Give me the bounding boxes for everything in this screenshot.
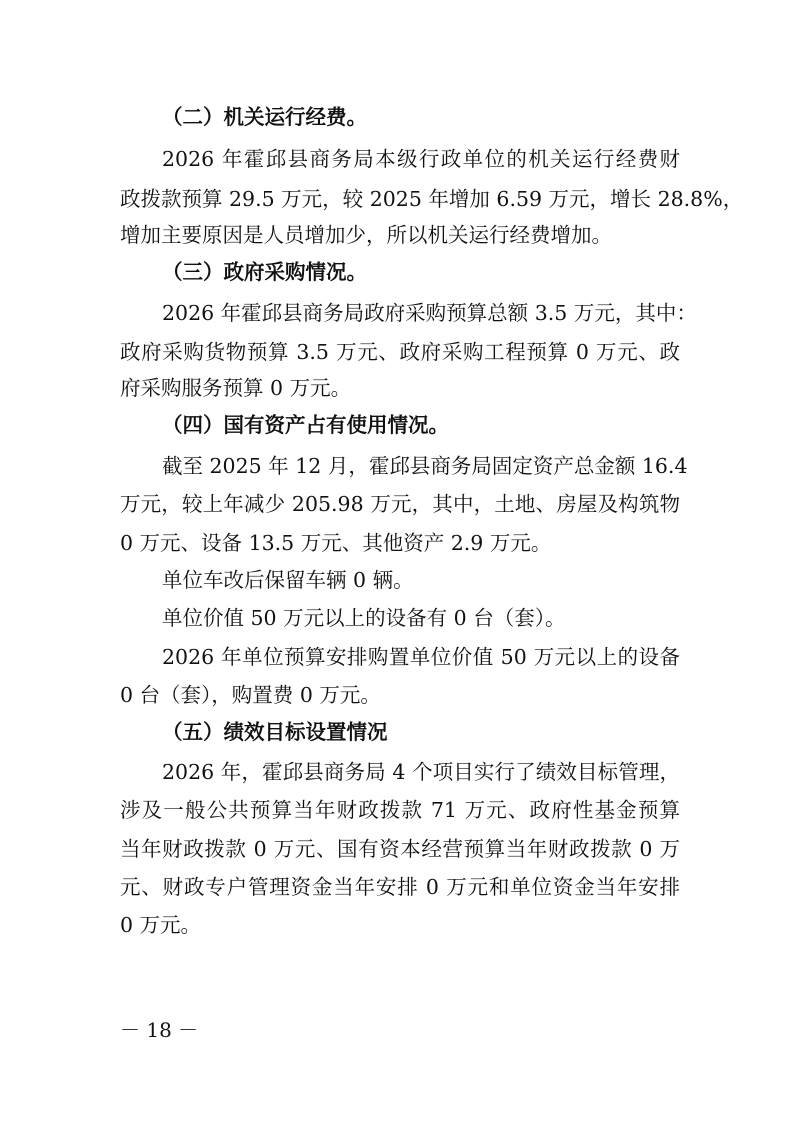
paragraph-line: 政府采购货物预算 3.5 万元、政府采购工程预算 0 万元、政 [120,340,680,364]
section-heading-operating-costs: （二）机关运行经费。 [162,105,367,129]
paragraph-line: 2026 年单位预算安排购置单位价值 50 万元以上的设备 [162,645,680,669]
paragraph-line: 截至 2025 年 12 月，霍邱县商务局固定资产总金额 16.4 [162,454,688,478]
paragraph-line: 0 万元。 [120,913,202,937]
section-heading-procurement: （三）政府采购情况。 [162,260,367,284]
paragraph-line: 万元，较上年减少 205.98 万元，其中，土地、房屋及构筑物 [120,492,680,516]
paragraph-line: 0 万元、设备 13.5 万元、其他资产 2.9 万元。 [120,531,552,555]
section-heading-performance-goals: （五）绩效目标设置情况 [162,720,388,744]
paragraph-line: 府采购服务预算 0 万元。 [120,376,352,400]
paragraph-line: 当年财政拨款 0 万元、国有资本经营预算当年财政拨款 0 万 [120,837,680,861]
page-number: － 18 － [120,1018,199,1042]
section-heading-state-assets: （四）国有资产占有使用情况。 [162,413,449,437]
paragraph-line: 2026 年霍邱县商务局本级行政单位的机关运行经费财 [162,147,680,171]
paragraph-line: 增加主要原因是人员增加少，所以机关运行经费增加。 [120,223,612,247]
paragraph-line: 政拨款预算 29.5 万元，较 2025 年增加 6.59 万元，增长 28.8%， [120,187,744,211]
paragraph-line: 单位价值 50 万元以上的设备有 0 台（套）。 [162,606,566,630]
paragraph-line: 2026 年，霍邱县商务局 4 个项目实行了绩效目标管理， [162,760,680,784]
paragraph-line: 涉及一般公共预算当年财政拨款 71 万元、政府性基金预算 [120,798,680,822]
paragraph-line: 单位车改后保留车辆 0 辆。 [162,568,414,592]
paragraph-line: 0 台（套），购置费 0 万元。 [120,683,381,707]
paragraph-line: 元、财政专户管理资金当年安排 0 万元和单位资金当年安排 [120,875,680,899]
paragraph-line: 2026 年霍邱县商务局政府采购预算总额 3.5 万元，其中： [162,301,697,325]
